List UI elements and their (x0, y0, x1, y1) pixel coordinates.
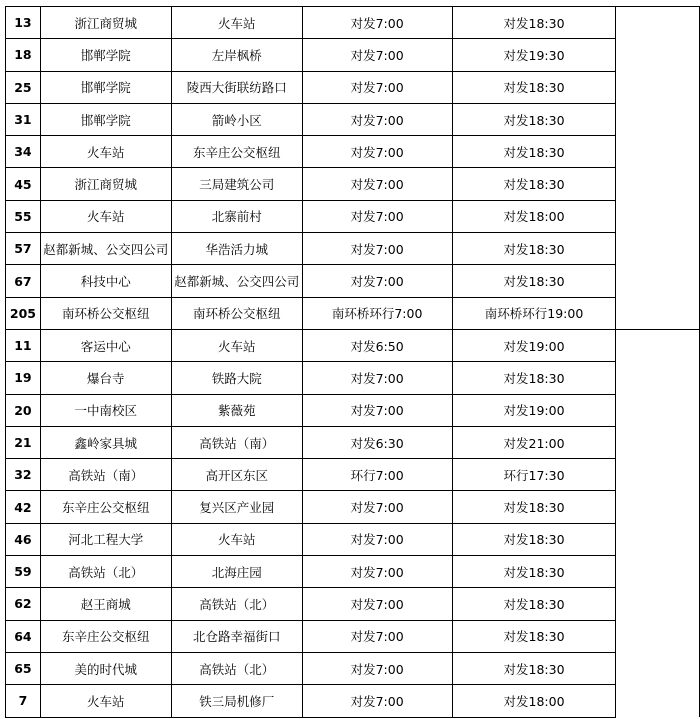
route-number-cell: 46 (6, 523, 41, 555)
schedule-body (6, 7, 700, 718)
from-stop-cell: 浙江商贸城 (40, 7, 171, 39)
blank-side-cell (616, 620, 700, 652)
first-bus-cell: 对发7:00 (302, 491, 452, 523)
to-stop-cell: 高铁站（北） (171, 652, 302, 684)
route-number-cell: 57 (6, 233, 41, 265)
from-stop-cell: 客运中心 (40, 329, 171, 361)
to-stop-cell: 三局建筑公司 (171, 168, 302, 200)
to-stop-cell: 铁路大院 (171, 362, 302, 394)
last-bus-cell: 对发18:30 (452, 233, 616, 265)
table-row (6, 362, 700, 394)
last-bus-cell: 对发18:30 (452, 523, 616, 555)
from-stop-cell: 东辛庄公交枢纽 (40, 491, 171, 523)
blank-side-cell (616, 103, 700, 135)
to-stop-cell: 铁三局机修厂 (171, 685, 302, 717)
last-bus-cell: 对发18:00 (452, 685, 616, 717)
blank-side-cell (616, 362, 700, 394)
to-stop-cell: 北海庄园 (171, 556, 302, 588)
table-row (6, 685, 700, 717)
first-bus-cell: 对发7:00 (302, 233, 452, 265)
first-bus-cell: 对发7:00 (302, 652, 452, 684)
blank-side-cell (616, 7, 700, 39)
from-stop-cell: 邯郸学院 (40, 103, 171, 135)
last-bus-cell: 对发18:30 (452, 71, 616, 103)
last-bus-cell: 对发18:30 (452, 168, 616, 200)
table-row (6, 459, 700, 491)
first-bus-cell: 对发6:50 (302, 329, 452, 361)
to-stop-cell: 东辛庄公交枢纽 (171, 136, 302, 168)
last-bus-cell: 环行17:30 (452, 459, 616, 491)
table-row (6, 39, 700, 71)
route-number-cell: 20 (6, 394, 41, 426)
from-stop-cell: 南环桥公交枢纽 (40, 297, 171, 329)
table-row (6, 491, 700, 523)
first-bus-cell: 对发7:00 (302, 588, 452, 620)
route-number-cell: 32 (6, 459, 41, 491)
to-stop-cell: 紫薇苑 (171, 394, 302, 426)
to-stop-cell: 复兴区产业园 (171, 491, 302, 523)
table-row (6, 652, 700, 684)
to-stop-cell: 北仓路幸福街口 (171, 620, 302, 652)
bus-schedule-table (5, 6, 700, 718)
last-bus-cell: 对发18:30 (452, 491, 616, 523)
first-bus-cell: 对发7:00 (302, 168, 452, 200)
to-stop-cell: 北寨前村 (171, 200, 302, 232)
first-bus-cell: 对发7:00 (302, 71, 452, 103)
from-stop-cell: 赵都新城、公交四公司 (40, 233, 171, 265)
first-bus-cell: 对发6:30 (302, 426, 452, 458)
from-stop-cell: 火车站 (40, 200, 171, 232)
route-number-cell: 11 (6, 329, 41, 361)
to-stop-cell: 陵西大街联纺路口 (171, 71, 302, 103)
to-stop-cell: 高开区东区 (171, 459, 302, 491)
route-number-cell: 42 (6, 491, 41, 523)
to-stop-cell: 高铁站（南） (171, 426, 302, 458)
first-bus-cell: 对发7:00 (302, 103, 452, 135)
last-bus-cell: 对发18:30 (452, 556, 616, 588)
last-bus-cell: 对发21:00 (452, 426, 616, 458)
blank-side-cell (616, 394, 700, 426)
from-stop-cell: 邯郸学院 (40, 39, 171, 71)
blank-side-cell (616, 459, 700, 491)
to-stop-cell: 南环桥公交枢纽 (171, 297, 302, 329)
route-number-cell: 55 (6, 200, 41, 232)
to-stop-cell: 华浩活力城 (171, 233, 302, 265)
blank-side-cell (616, 652, 700, 684)
blank-side-cell (616, 523, 700, 555)
blank-side-cell (616, 39, 700, 71)
blank-side-cell (616, 168, 700, 200)
first-bus-cell: 对发7:00 (302, 136, 452, 168)
from-stop-cell: 火车站 (40, 136, 171, 168)
table-row (6, 394, 700, 426)
first-bus-cell: 对发7:00 (302, 39, 452, 71)
last-bus-cell: 对发18:30 (452, 588, 616, 620)
route-number-cell: 7 (6, 685, 41, 717)
table-row (6, 588, 700, 620)
to-stop-cell: 火车站 (171, 329, 302, 361)
from-stop-cell: 河北工程大学 (40, 523, 171, 555)
from-stop-cell: 鑫岭家具城 (40, 426, 171, 458)
table-row (6, 426, 700, 458)
blank-side-cell (616, 588, 700, 620)
route-number-cell: 18 (6, 39, 41, 71)
route-number-cell: 59 (6, 556, 41, 588)
blank-side-cell (616, 329, 700, 361)
to-stop-cell: 高铁站（北） (171, 588, 302, 620)
route-number-cell: 205 (6, 297, 41, 329)
last-bus-cell: 对发18:30 (452, 103, 616, 135)
table-row (6, 136, 700, 168)
to-stop-cell: 火车站 (171, 7, 302, 39)
first-bus-cell: 对发7:00 (302, 7, 452, 39)
from-stop-cell: 邯郸学院 (40, 71, 171, 103)
first-bus-cell: 对发7:00 (302, 362, 452, 394)
last-bus-cell: 对发18:30 (452, 265, 616, 297)
first-bus-cell: 南环桥环行7:00 (302, 297, 452, 329)
to-stop-cell: 箭岭小区 (171, 103, 302, 135)
first-bus-cell: 对发7:00 (302, 620, 452, 652)
from-stop-cell: 浙江商贸城 (40, 168, 171, 200)
last-bus-cell: 对发19:30 (452, 39, 616, 71)
table-row (6, 620, 700, 652)
last-bus-cell: 对发18:30 (452, 7, 616, 39)
blank-side-cell (616, 71, 700, 103)
first-bus-cell: 对发7:00 (302, 265, 452, 297)
blank-side-cell (616, 136, 700, 168)
from-stop-cell: 爆台寺 (40, 362, 171, 394)
first-bus-cell: 对发7:00 (302, 523, 452, 555)
blank-side-cell (616, 491, 700, 523)
route-number-cell: 21 (6, 426, 41, 458)
blank-side-cell (616, 200, 700, 232)
table-row (6, 523, 700, 555)
route-number-cell: 65 (6, 652, 41, 684)
route-number-cell: 67 (6, 265, 41, 297)
route-number-cell: 25 (6, 71, 41, 103)
last-bus-cell: 南环桥环行19:00 (452, 297, 616, 329)
table-row (6, 265, 700, 297)
first-bus-cell: 对发7:00 (302, 685, 452, 717)
table-row (6, 297, 700, 329)
to-stop-cell: 赵都新城、公交四公司 (171, 265, 302, 297)
first-bus-cell: 对发7:00 (302, 200, 452, 232)
from-stop-cell: 一中南校区 (40, 394, 171, 426)
last-bus-cell: 对发18:30 (452, 652, 616, 684)
route-number-cell: 34 (6, 136, 41, 168)
last-bus-cell: 对发18:30 (452, 362, 616, 394)
to-stop-cell: 火车站 (171, 523, 302, 555)
first-bus-cell: 对发7:00 (302, 394, 452, 426)
table-row (6, 556, 700, 588)
route-number-cell: 13 (6, 7, 41, 39)
table-row (6, 103, 700, 135)
from-stop-cell: 赵王商城 (40, 588, 171, 620)
from-stop-cell: 东辛庄公交枢纽 (40, 620, 171, 652)
blank-side-cell (616, 426, 700, 458)
blank-side-cell (616, 297, 700, 329)
table-row (6, 200, 700, 232)
from-stop-cell: 美的时代城 (40, 652, 171, 684)
route-number-cell: 31 (6, 103, 41, 135)
blank-side-cell (616, 685, 700, 717)
blank-side-cell (616, 265, 700, 297)
table-row (6, 71, 700, 103)
table-row (6, 233, 700, 265)
table-row (6, 329, 700, 361)
to-stop-cell: 左岸枫桥 (171, 39, 302, 71)
from-stop-cell: 火车站 (40, 685, 171, 717)
last-bus-cell: 对发18:30 (452, 136, 616, 168)
route-number-cell: 45 (6, 168, 41, 200)
from-stop-cell: 高铁站（北） (40, 556, 171, 588)
blank-side-cell (616, 556, 700, 588)
from-stop-cell: 高铁站（南） (40, 459, 171, 491)
table-row (6, 7, 700, 39)
route-number-cell: 62 (6, 588, 41, 620)
table-row (6, 168, 700, 200)
blank-side-cell (616, 233, 700, 265)
route-number-cell: 19 (6, 362, 41, 394)
first-bus-cell: 对发7:00 (302, 556, 452, 588)
last-bus-cell: 对发18:00 (452, 200, 616, 232)
from-stop-cell: 科技中心 (40, 265, 171, 297)
last-bus-cell: 对发18:30 (452, 620, 616, 652)
last-bus-cell: 对发19:00 (452, 394, 616, 426)
route-number-cell: 64 (6, 620, 41, 652)
first-bus-cell: 环行7:00 (302, 459, 452, 491)
last-bus-cell: 对发19:00 (452, 329, 616, 361)
